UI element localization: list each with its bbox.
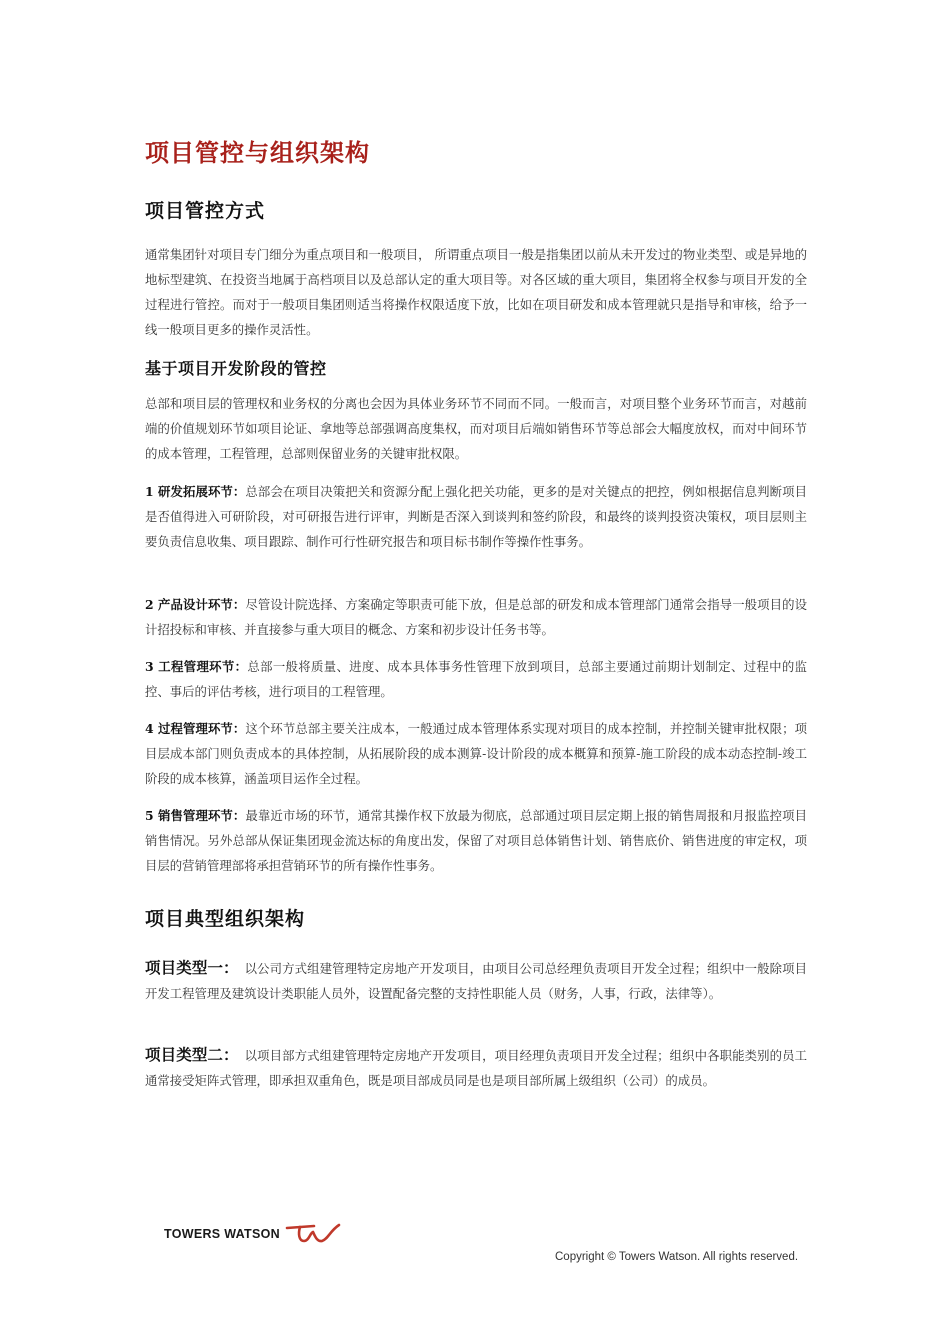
section-heading-control: 项目管控方式 [145, 200, 266, 222]
project-type-text: 以项目部方式组建管理特定房地产开发项目，项目经理负责项目开发全过程；组织中各职能类别的员工通常接受矩阵式管理，即承担双重角色，既是项目部成员同是也是项目部所属上级组织（公司）的成员。 [145, 1048, 807, 1088]
project-type-text: 以公司方式组建管理特定房地产开发项目，由项目公司总经理负责项目开发全过程；组织中一般除项目开发工程管理及建筑设计类职能人员外，设置配备完整的支持性职能人员（财务，人事，行政，法律等）。 [145, 961, 807, 1001]
list-item-lead: 5 销售管理环节： [145, 808, 246, 823]
project-type-lead: 项目类型二： [145, 1045, 239, 1064]
list-item-sales [145, 803, 807, 878]
list-item-design [145, 592, 807, 642]
intro-paragraph: 通常集团针对项目专门细分为重点项目和一般项目， 所谓重点项目一般是指集团以前从未开发过的物业类型、或是异地的地标型建筑、在投资当地属于高档项目以及总部认定的重大项目等。对各区域的重大项目，集团将全权参与项目开发的全过程进行管控。而对于一般项目集团则适当将操作权限适度下放，比如在项目研发和成本管理就只是指导和审核，给予一线一般项目更多的操作灵活性。 [145, 247, 807, 337]
list-item-text: 尽管设计院选择、方案确定等职责可能下放，但是总部的研发和成本管理部门通常会指导一般项目的设计招投标和审核、并直接参与重大项目的概念、方案和初步设计任务书等。 [145, 597, 808, 637]
list-item-text: 最靠近市场的环节，通常其操作权下放最为彻底，总部通过项目层定期上报的销售周报和月报监控项目销售情况。另外总部从保证集团现金流达标的角度出发，保留了对项目总体销售计划、销售底价、销售进度的审定权，项目层的营销管理部将承担营销环节的所有操作性事务。 [145, 808, 808, 873]
list-item-text: 总部一般将质量、进度、成本具体事务性管理下放到项目，总部主要通过前期计划制定、过程中的监控、事后的评估考核，进行项目的工程管理。 [145, 659, 807, 699]
list-item-lead: 1 研发拓展环节： [145, 484, 246, 499]
list-item-lead: 2 产品设计环节： [145, 597, 246, 612]
company-logo [164, 1222, 342, 1246]
list-item-rd [145, 479, 807, 554]
logo-swoosh-icon [284, 1222, 342, 1246]
copyright-notice: Copyright © Towers Watson. All rights reserved. [555, 1251, 799, 1263]
list-item-text: 总部会在项目决策把关和资源分配上强化把关功能，更多的是对关键点的把控，例如根据信息判断项目是否值得进入可研阶段，对可研报告进行评审，判断是否深入到谈判和签约阶段，和最终的谈判投资决策权，项目层则主要负责信息收集、项目跟踪、制作可行性研究报告和项目标书制作等操作性事务。 [145, 484, 808, 549]
section-heading-org: 项目典型组织架构 [145, 908, 306, 930]
logo-wordmark: TOWERS WATSON [164, 1227, 280, 1241]
project-type-one [145, 955, 807, 1006]
list-item-engineering [145, 654, 807, 704]
list-item-text: 这个环节总部主要关注成本，一般通过成本管理体系实现对项目的成本控制，并控制关键审批权限；项目层成本部门则负责成本的具体控制，从拓展阶段的成本测算-设计阶段的成本概算和预算-施工阶段的成本动态控制-竣工阶段的成本核算，涵盖项目运作全过程。 [145, 721, 808, 786]
subsection-paragraph: 总部和项目层的管理权和业务权的分离也会因为具体业务环节不同而不同。一般而言，对项目整个业务环节而言，对越前端的价值规划环节如项目论证、拿地等总部强调高度集权，而对项目后端如销售环节等总部会大幅度放权，而对中间环节的成本管理，工程管理，总部则保留业务的关键审批权限。 [145, 396, 807, 461]
page-title: 项目管控与组织架构 [145, 138, 370, 167]
project-type-two [145, 1042, 807, 1093]
project-type-lead: 项目类型一： [145, 958, 239, 977]
list-item-lead: 4 过程管理环节： [145, 721, 246, 736]
list-item-lead: 3 工程管理环节： [145, 659, 248, 674]
subsection-heading: 基于项目开发阶段的管控 [145, 359, 327, 378]
list-item-process [145, 716, 807, 791]
